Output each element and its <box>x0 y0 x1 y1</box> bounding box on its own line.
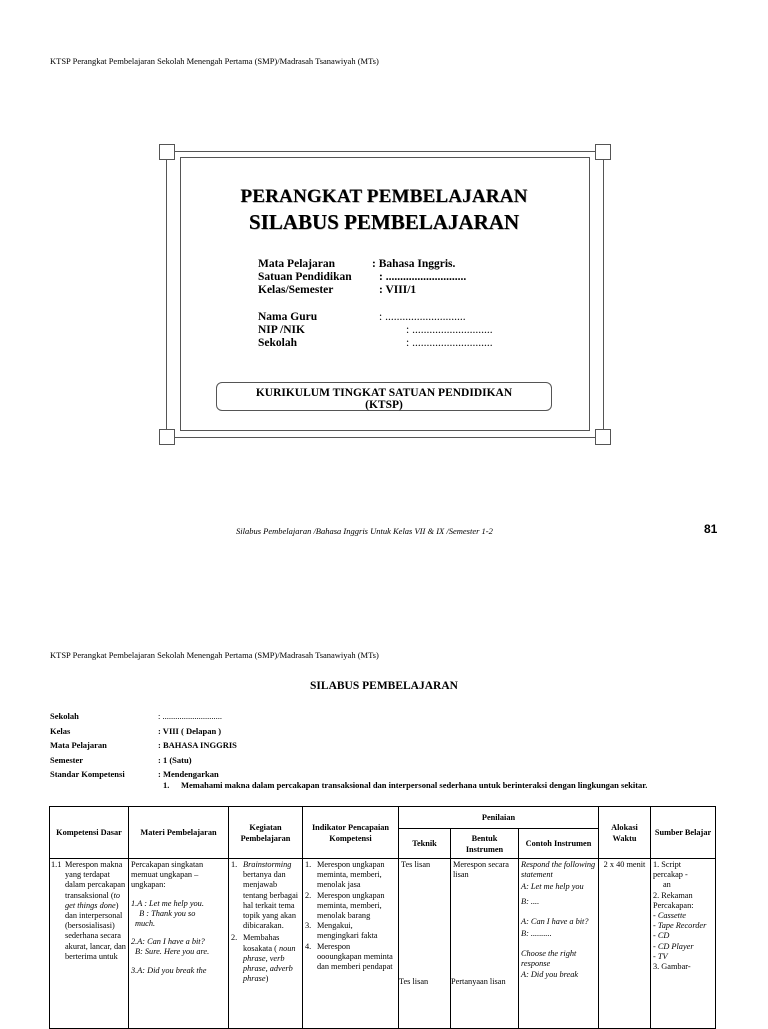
ktsp-line: (KTSP) <box>365 399 403 411</box>
field-label: Sekolah <box>258 337 297 349</box>
sumber-line: an <box>663 880 671 890</box>
sk-description: Memahami makna dalam percakapan transaksional dan interpersonal sederhana untuk berinteraksi dengan lingkungan sekitar. <box>181 780 648 790</box>
syllabus-table <box>49 806 716 1029</box>
field-label: Satuan Pendidikan <box>258 271 352 283</box>
running-header: KTSP Perangkat Pembelajaran Sekolah Menengah Pertama (SMP)/Madrasah Tsanawiyah (MTs) <box>50 56 379 66</box>
contoh-line: Respond the following statement <box>521 860 596 880</box>
materi-intro: Percakapan singkatan memuat ungkapan – ungkapan: <box>131 860 204 890</box>
kegiatan-text: Membahas kosakata ( <box>243 933 280 953</box>
meta-label: Standar Kompetensi <box>50 769 125 779</box>
sk-number: 1. <box>163 780 170 790</box>
kegiatan-italic: noun phrase, verb phrase, adverb phrase <box>243 943 296 984</box>
contoh-line: B: .......... <box>521 929 552 939</box>
contoh-line: A: Did you break <box>521 969 579 979</box>
list-number: 1. <box>231 860 238 869</box>
contoh-line: A: Let me help you <box>521 882 584 892</box>
teknik-item: Tes lisan <box>401 860 431 869</box>
meta-label: Sekolah <box>50 711 79 721</box>
meta-value: : 1 (Satu) <box>158 754 192 765</box>
cell-contoh <box>519 859 599 1029</box>
cover-title: PERANGKAT PEMBELAJARAN <box>240 186 528 207</box>
kegiatan-italic: Brainstorming <box>243 860 292 869</box>
field-label: NIP /NIK <box>258 324 305 336</box>
meta-value: : Mendengarkan <box>158 769 219 779</box>
cell-indikator: 1. Merespon ungkapan meminta, memberi, menolak jasa 2. Merespon ungkapan meminta, memberi, menolak barang 3. Mengakui, mengingkari fakta 4. Merespon oooungkapan meminta dan memberi pendapat <box>303 859 399 1029</box>
field-value: : ............................ <box>379 311 466 323</box>
cover-info-block <box>258 258 578 358</box>
corner-ornament <box>159 144 175 160</box>
sumber-line: - CD Player <box>653 941 694 951</box>
materi-line: 1.A : Let me help you. <box>131 898 204 908</box>
materi-line: B: Sure. Here you are. <box>135 947 210 957</box>
kd-number: 1.1 <box>51 860 62 869</box>
corner-ornament <box>159 429 175 445</box>
running-header: KTSP Perangkat Pembelajaran Sekolah Menengah Pertama (SMP)/Madrasah Tsanawiyah (MTs) <box>50 650 379 660</box>
sumber-line: 2. Rekaman Percakapan: <box>653 890 694 910</box>
header-bentuk: Bentuk Instrumen <box>451 829 519 859</box>
cell-bentuk <box>451 859 519 1029</box>
cell-kompetensi-dasar <box>50 859 129 1029</box>
ktsp-line: KURIKULUM TINGKAT SATUAN PENDIDIKAN <box>255 387 513 399</box>
kd-text: ) dan interpersonal (bersosialisasi) sederhana secara akurat, lancar, dan berterima untuk <box>65 900 126 961</box>
meta-label: Semester <box>50 754 84 765</box>
sumber-line: 3. Gambar- <box>653 962 691 972</box>
field-label: Nama Guru <box>258 311 318 323</box>
header-kompetensi-dasar: Kompetensi Dasar <box>50 807 129 859</box>
field-value: : ............................ <box>406 337 493 349</box>
meta-value: : BAHASA INGGRIS <box>158 740 237 750</box>
field-value: : VIII/1 <box>379 284 417 296</box>
materi-line: 2.A: Can I have a bit? <box>131 937 205 947</box>
page-title: SILABUS PEMBELAJARAN <box>310 680 458 692</box>
table-row <box>50 859 716 1029</box>
standar-kompetensi-text <box>163 780 723 791</box>
cell-kegiatan <box>229 859 303 1029</box>
field-label: Kelas/Semester <box>258 284 334 296</box>
sumber-line: - Tape Recorder <box>653 921 707 931</box>
cell-materi <box>129 859 229 1029</box>
page-footer: Silabus Pembelajaran /Bahasa Inggris Untuk Kelas VII & IX /Semester 1-2 <box>236 526 493 536</box>
sumber-line: 1. Script percakap - <box>653 860 688 880</box>
header-contoh: Contoh Instrumen <box>519 829 599 859</box>
header-alokasi: Alokasi Waktu <box>599 807 651 859</box>
bentuk-item: Pertanyaan lisan <box>451 977 506 986</box>
kegiatan-text: ) <box>265 974 269 984</box>
teknik-item: Tes lisan <box>399 977 429 986</box>
field-value: : ............................ <box>406 324 493 336</box>
cell-alokasi <box>599 859 651 1029</box>
indikator-item: Merespon ungkapan meminta, memberi, menolak jasa <box>317 860 385 890</box>
meta-label: Mata Pelajaran <box>50 740 107 750</box>
header-sumber: Sumber Belajar <box>651 807 716 859</box>
corner-ornament <box>595 144 611 160</box>
field-label: Mata Pelajaran <box>258 258 335 270</box>
sumber-line: - CD <box>653 931 670 941</box>
cover-subtitle: SILABUS PEMBELAJARAN <box>248 210 520 234</box>
kd-text-italic: to get things done <box>65 890 121 910</box>
header-indikator: Indikator Pencapaian Kompetensi <box>303 807 399 859</box>
list-number: 2. <box>231 933 238 943</box>
alokasi-value: 2 x 40 menit <box>603 860 646 869</box>
meta-value: : ............................ <box>158 711 222 721</box>
meta-value: : VIII ( Delapan ) <box>158 725 222 736</box>
meta-label: Kelas <box>50 725 71 736</box>
field-value: : Bahasa Inggris. <box>372 258 456 270</box>
cell-teknik <box>399 859 451 1029</box>
indikator-item: Merespon ungkapan meminta, memberi, menolak barang <box>317 890 385 921</box>
materi-line: B : Thank you so much. <box>135 908 208 929</box>
sumber-line: - Cassette <box>653 911 686 921</box>
contoh-line: Choose the right response <box>521 949 577 969</box>
header-materi: Materi Pembelajaran <box>129 807 229 859</box>
corner-ornament <box>595 429 611 445</box>
field-value: : ............................ <box>379 271 467 283</box>
bentuk-item: Merespon secara lisan <box>453 860 509 880</box>
kegiatan-text: bertanya dan menjawab tentang berbagai hal terkait tema topik yang akan dibicarakan. <box>243 870 299 931</box>
header-teknik: Teknik <box>399 829 451 859</box>
ktsp-banner <box>216 382 552 411</box>
indikator-item: Mengakui, mengingkari fakta <box>317 921 378 941</box>
indikator-item: Merespon oooungkapan meminta dan memberi pendapat <box>317 941 393 972</box>
syllabus-meta <box>50 709 450 782</box>
sumber-line: - TV <box>653 951 668 961</box>
page-number: 81 <box>704 522 718 536</box>
contoh-line: A: Can I have a bit? <box>521 916 589 926</box>
header-kegiatan: Kegiatan Pembelajaran <box>229 807 303 859</box>
kd-text: Merespon makna yang terdapat dalam percakapan transaksional ( <box>65 860 126 900</box>
contoh-line: B: .... <box>521 896 540 906</box>
materi-line: 3.A: Did you break the <box>131 965 207 975</box>
header-penilaian: Penilaian <box>399 807 599 829</box>
cell-sumber <box>651 859 716 1029</box>
